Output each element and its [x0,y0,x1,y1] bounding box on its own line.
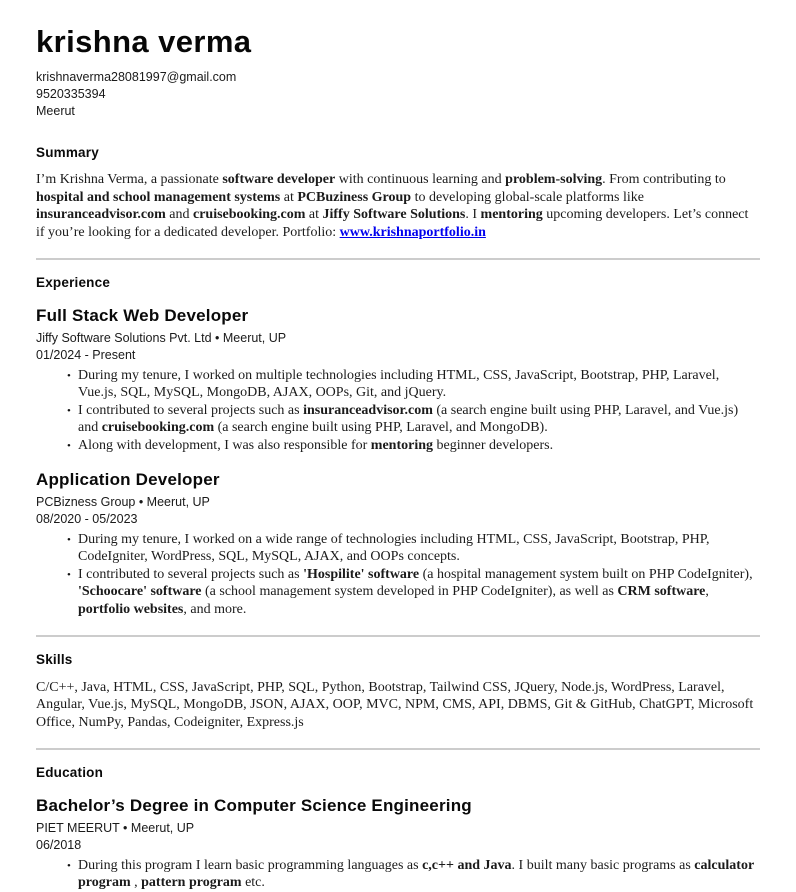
text-segment: at [305,207,323,223]
job-entry [36,470,760,618]
text-segment: with continuous learning and [335,172,506,188]
header [36,26,760,120]
text-segment: I contributed to several projects such as [78,566,304,582]
text-segment: cruisebooking.com [101,420,215,436]
text-segment: PCBuziness Group [297,189,412,205]
text-segment: Along with development, I was also responsible for [78,437,371,453]
job-bullet [66,437,760,455]
text-segment: c,c++ and Java [422,857,512,873]
job-bullet [66,402,760,437]
text-segment: beginner developers. [433,437,554,453]
job-title: Full Stack Web Developer [36,306,249,326]
text-segment: insuranceadvisor.com [303,402,433,418]
education-meta-block [36,820,760,854]
job-bullet [66,566,760,619]
text-segment: upcoming developers. Let’s connect if you’re looking for a dedicated developer. Portfolio: [36,207,749,240]
skills-heading: Skills [36,652,73,668]
contact-info [36,69,760,120]
education-school: PIET MEERUT • Meerut, UP [36,820,195,835]
job-bullet [66,531,760,566]
education-bullet [66,857,760,892]
portfolio-link[interactable]: www.krishnaportfolio.in [339,224,486,240]
job-bullet [66,367,760,402]
job-company: Jiffy Software Solutions Pvt. Ltd • Meerut, UP [36,330,287,345]
job-entry [36,306,760,454]
text-segment: mentoring [480,207,543,223]
text-segment: I’m Krishna Verma, a passionate [36,172,223,188]
text-segment: CRM software [617,584,706,600]
text-segment: 'Schoocare' software [78,584,202,600]
skills-list-text: C/C++, Java, HTML, CSS, JavaScript, PHP, SQL, Python, Bootstrap, Tailwind CSS, JQuery, Node.js, WordPress, Laravel, Angular, Vue.js, MySQL, MongoDB, JSON, AJAX, OOP, MVC, NPM, CMS, API, DBMS, Git & GitHub, ChatGPT, Microsoft Office, NumPy, Pandas, Codeigniter, Express.js [36,679,754,730]
text-segment: software developer [222,172,336,188]
text-segment: . I [465,207,481,223]
text-segment: (a search engine built using PHP, Laravel, and MongoDB). [214,420,548,436]
job-bullet-list [36,367,760,455]
text-segment: , [705,584,709,600]
text-segment: 'Hospilite' software [303,566,420,582]
text-segment: mentoring [370,437,433,453]
section-divider [36,635,760,637]
job-dates: 01/2024 - Present [36,347,136,362]
text-segment: Jiffy Software Solutions [322,207,466,223]
text-segment: I contributed to several projects such as [78,402,304,418]
summary-paragraph [36,171,760,241]
education-entry [36,796,760,892]
text-segment: . From contributing to [602,172,726,188]
summary-section [36,146,760,241]
job-company: PCBizness Group • Meerut, UP [36,494,210,509]
job-bullet-list [36,531,760,619]
phone-text: 9520335394 [36,87,106,101]
section-divider [36,748,760,750]
job-dates: 08/2020 - 05/2023 [36,511,138,526]
text-segment: , and more. [183,601,247,617]
skills-section [36,653,760,731]
email-text: krishnaverma28081997@gmail.com [36,70,237,84]
text-segment: to developing global-scale platforms like [411,189,644,205]
text-segment: (a search engine built using PHP, Laravel, and Vue.js) and [78,402,739,436]
text-segment: insuranceadvisor.com [36,207,166,223]
text-segment: and [165,207,193,223]
education-section [36,766,760,892]
text-segment: During my tenure, I worked on multiple technologies including HTML, CSS, JavaScript, Bootstrap, PHP, Laravel, Vue.js, SQL, MySQL, MongoDB, AJAX, OOPs, Git, and jQuery. [78,367,720,401]
text-segment: at [280,189,298,205]
text-segment: problem-solving [505,172,603,188]
text-segment: portfolio websites [78,601,184,617]
text-segment: , [130,875,142,891]
job-title: Application Developer [36,470,220,490]
text-segment: During my tenure, I worked on a wide range of technologies including HTML, CSS, JavaScript, Bootstrap, PHP, CodeIgniter, WordPress, SQL, MySQL, AJAX, and OOPs concepts. [78,531,710,565]
text-segment: etc. [241,875,265,891]
degree-title: Bachelor’s Degree in Computer Science Engineering [36,796,472,816]
experience-heading: Experience [36,275,111,291]
text-segment: pattern program [141,875,242,891]
text-segment: . I built many basic programs as [511,857,695,873]
experience-section [36,276,760,618]
page-title: krishna verma [36,24,252,59]
text-segment: During this program I learn basic programming languages as [78,857,423,873]
text-segment: hospital and school management systems [36,189,281,205]
text-segment: (a hospital management system built on PHP CodeIgniter), [419,566,753,582]
job-meta-block [36,330,760,364]
section-divider [36,258,760,260]
text-segment: cruisebooking.com [193,207,306,223]
location-text: Meerut [36,104,75,118]
education-dates: 06/2018 [36,837,82,852]
text-segment: (a school management system developed in PHP CodeIgniter), as well as [201,584,618,600]
text-segment: calculator program [78,857,754,891]
education-bullet-list [36,857,760,892]
job-meta-block [36,494,760,528]
education-heading: Education [36,765,104,781]
summary-heading: Summary [36,145,99,160]
